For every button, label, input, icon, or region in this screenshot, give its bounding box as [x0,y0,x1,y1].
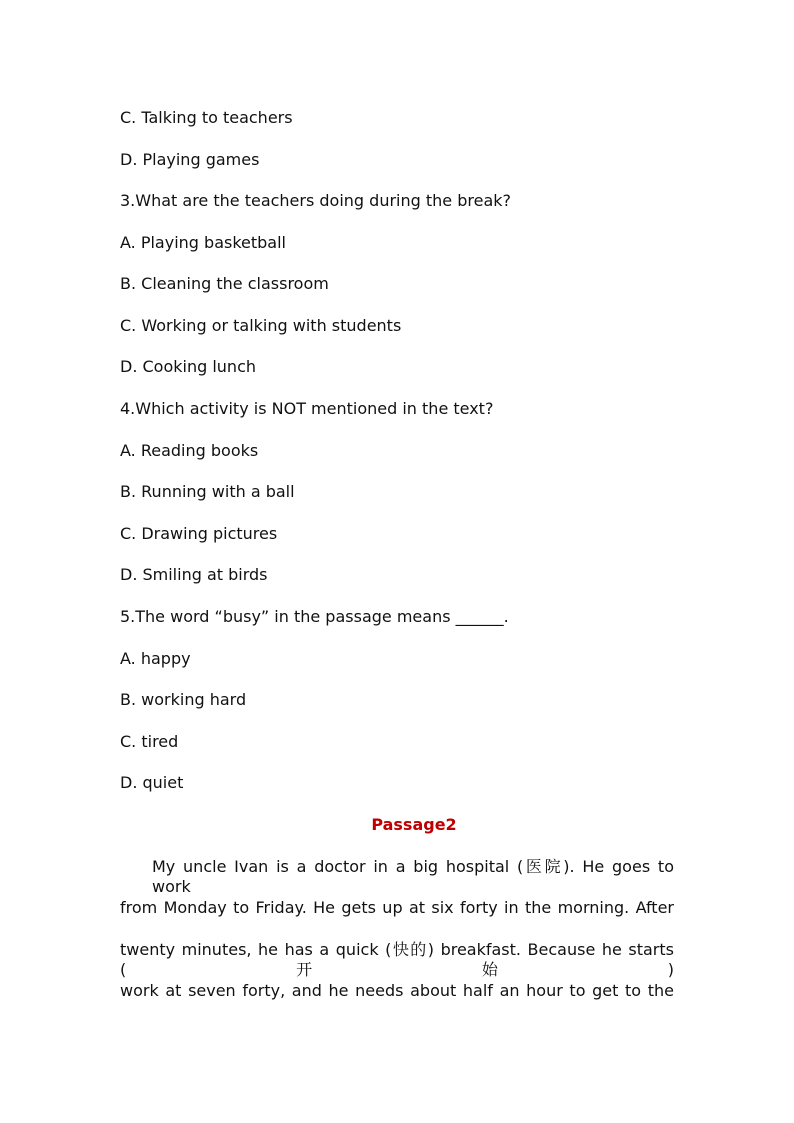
q3-option-a: A. Playing basketball [120,233,286,252]
q5-option-a: A. happy [120,649,191,668]
q4-option-d: D. Smiling at birds [120,565,268,584]
q4-option-b: B. Running with a ball [120,482,295,501]
q3-option-d: D. Cooking lunch [120,357,256,376]
passage2-line-3: twenty minutes, he has a quick (快的) breakfast. Because he starts (开始) [120,940,674,979]
q4-option-c: C. Drawing pictures [120,524,278,543]
passage2-title: Passage2 [371,815,457,834]
q3-option-b: B. Cleaning the classroom [120,274,329,293]
passage2-line-4: work at seven forty, and he needs about half an hour to get to the [120,981,674,1000]
q5-option-c: C. tired [120,732,179,751]
passage2-line-1: My uncle Ivan is a doctor in a big hospital (医院). He goes to work [152,857,674,896]
q2-option-c: C. Talking to teachers [120,108,293,127]
q4-question: 4.Which activity is NOT mentioned in the text? [120,399,494,418]
q3-option-c: C. Working or talking with students [120,316,402,335]
q2-option-d: D. Playing games [120,150,260,169]
q4-option-a: A. Reading books [120,441,259,460]
q5-question: 5.The word “busy” in the passage means ______. [120,607,509,626]
q5-option-b: B. working hard [120,690,247,709]
q5-option-d: D. quiet [120,773,184,792]
q3-question: 3.What are the teachers doing during the break? [120,191,512,210]
passage2-line-2: from Monday to Friday. He gets up at six forty in the morning. After [120,898,674,917]
